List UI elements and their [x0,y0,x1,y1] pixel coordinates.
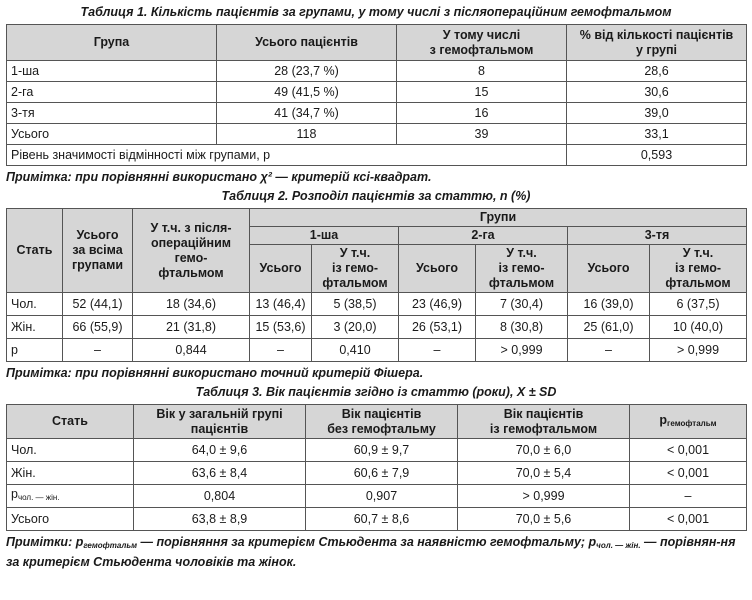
table2-cell: > 0,999 [476,339,568,362]
table2-header-postop: У т.ч. з після- операційним гемо- фтальмом [133,209,250,293]
table3-header-cell: Вік у загальній групі пацієнтів [134,405,306,439]
table3-note-prefix: Примітки: p [6,535,84,549]
table-row [7,103,747,124]
table-row [7,124,747,145]
table1-cell: 39,0 [567,103,747,124]
table2-cell: 7 (30,4) [476,293,568,316]
table3-header-row [7,405,747,439]
table2-cell: p [7,339,63,362]
table1-header-cell: Усього пацієнтів [217,25,397,61]
table1-cell: 30,6 [567,82,747,103]
table2-sub-total: Усього [399,245,476,293]
table2 [6,208,747,362]
table3-cell: 63,8 ± 8,9 [134,508,306,531]
table2-group-name: 3-тя [568,227,747,245]
table2-cell: 13 (46,4) [250,293,312,316]
table2-sub-hemo: У т.ч. із гемо- фтальмом [312,245,399,293]
table3-header-cell: Стать [7,405,134,439]
table-row [7,508,747,531]
table3 [6,404,747,531]
table3-p-main: p [11,487,18,501]
table2-sub-hemo: У т.ч. із гемо- фтальмом [476,245,568,293]
table1-cell: 16 [397,103,567,124]
table3-note-sub2: чол. — жін. [596,541,641,550]
table3-note-end: — порівнян-ня за критерієм Стьюдента чоловіків та жінок. [6,535,736,569]
table2-sub-total: Усього [250,245,312,293]
table3-header-p-main: p [659,412,668,427]
table-row [7,339,747,362]
table3-header-cell: Вік пацієнтів із гемофтальмом [458,405,630,439]
table2-cell: 15 (53,6) [250,316,312,339]
table2-sub-total: Усього [568,245,650,293]
table-row [7,82,747,103]
table3-cell: 0,907 [306,485,458,508]
table3-cell: Усього [7,508,134,531]
table3-note-mid: — порівняння за критерієм Стьюдента за наявністю гемофтальму; p [137,535,597,549]
table2-cell: 0,410 [312,339,399,362]
table2-group-name: 1-ша [250,227,399,245]
table3-caption: Таблиця 3. Вік пацієнтів згідно із статтю (роки), X ± SD [195,385,557,399]
table-row [7,439,747,462]
table1-header-cell: У тому числі з гемофтальмом [397,25,567,61]
table1-header-row [7,25,747,61]
table2-cell: 16 (39,0) [568,293,650,316]
table2-header-total: Усього за всіма групами [63,209,133,293]
table2-cell: 10 (40,0) [650,316,747,339]
table2-cell: 0,844 [133,339,250,362]
table3-p-sub: чол. — жін. [17,493,60,502]
table-row [7,316,747,339]
table3-cell: < 0,001 [630,508,747,531]
table3-header-cell: Вік пацієнтів без гемофтальму [306,405,458,439]
table2-header-sex: Стать [7,209,63,293]
table2-note: Примітка: при порівнянні використано точний критерій Фішера. [6,366,424,380]
table1-cell: 8 [397,61,567,82]
table-row [7,462,747,485]
table3-cell: – [630,485,747,508]
table1 [6,24,747,166]
table2-cell: 8 (30,8) [476,316,568,339]
table2-cell: 5 (38,5) [312,293,399,316]
table3-header-p [630,405,747,439]
table1-cell: 15 [397,82,567,103]
table1-cell: 28 (23,7 %) [217,61,397,82]
table1-cell: Усього [7,124,217,145]
table1-note: Примітка: при порівнянні використано χ² — критерій ксі-квадрат. [6,170,432,184]
table1-header-cell: Група [7,25,217,61]
table2-caption: Таблиця 2. Розподіл пацієнтів за статтю, n (%) [221,189,531,203]
table1-cell: 118 [217,124,397,145]
table3-cell: 70,0 ± 5,6 [458,508,630,531]
table3-cell: 60,7 ± 8,6 [306,508,458,531]
table1-cell: 1-ша [7,61,217,82]
table1-cell: 41 (34,7 %) [217,103,397,124]
table1-cell: 33,1 [567,124,747,145]
table2-cell: 23 (46,9) [399,293,476,316]
table-row [7,61,747,82]
table2-cell: Чол. [7,293,63,316]
table-row [7,485,747,508]
table1-cell: 3-тя [7,103,217,124]
table2-cell: – [250,339,312,362]
table1-cell: 39 [397,124,567,145]
table3-cell: > 0,999 [458,485,630,508]
table2-cell: 21 (31,8) [133,316,250,339]
table3-note-sub1: гемофтальм [83,541,138,550]
table1-cell: 28,6 [567,61,747,82]
table3-cell: 63,6 ± 8,4 [134,462,306,485]
table3-note [6,534,746,570]
table1-header-cell: % від кількості пацієнтів у групі [567,25,747,61]
table2-group-name: 2-га [399,227,568,245]
table2-cell: – [568,339,650,362]
table3-cell: < 0,001 [630,439,747,462]
table1-cell: 49 (41,5 %) [217,82,397,103]
table2-header-row [7,209,747,227]
table2-header-groups: Групи [250,209,747,227]
table2-cell: 6 (37,5) [650,293,747,316]
table2-cell: 3 (20,0) [312,316,399,339]
table2-sub-hemo: У т.ч. із гемо- фтальмом [650,245,747,293]
table1-significance-value: 0,593 [567,145,747,166]
table3-cell: Чол. [7,439,134,462]
table1-significance-label: Рівень значимості відмінності між групами, p [7,145,567,166]
table-row [7,145,747,166]
table3-cell: 0,804 [134,485,306,508]
table2-cell: 18 (34,6) [133,293,250,316]
table2-cell: 66 (55,9) [63,316,133,339]
table3-cell: 70,0 ± 6,0 [458,439,630,462]
table1-caption: Таблиця 1. Кількість пацієнтів за групами, у тому числі з післяопераційним гемофтальмом [80,5,672,19]
table3-cell: 64,0 ± 9,6 [134,439,306,462]
table3-p-row-label [7,485,134,508]
table3-cell: 60,9 ± 9,7 [306,439,458,462]
table3-cell: Жін. [7,462,134,485]
table3-header-p-sub: гемофтальм [667,418,717,428]
table3-cell: 60,6 ± 7,9 [306,462,458,485]
table2-cell: 26 (53,1) [399,316,476,339]
table1-cell: 2-га [7,82,217,103]
table3-cell: 70,0 ± 5,4 [458,462,630,485]
table2-cell: 52 (44,1) [63,293,133,316]
table3-cell: < 0,001 [630,462,747,485]
table-row [7,293,747,316]
table2-cell: – [63,339,133,362]
table2-cell: 25 (61,0) [568,316,650,339]
table2-cell: > 0,999 [650,339,747,362]
table2-cell: Жін. [7,316,63,339]
table2-cell: – [399,339,476,362]
